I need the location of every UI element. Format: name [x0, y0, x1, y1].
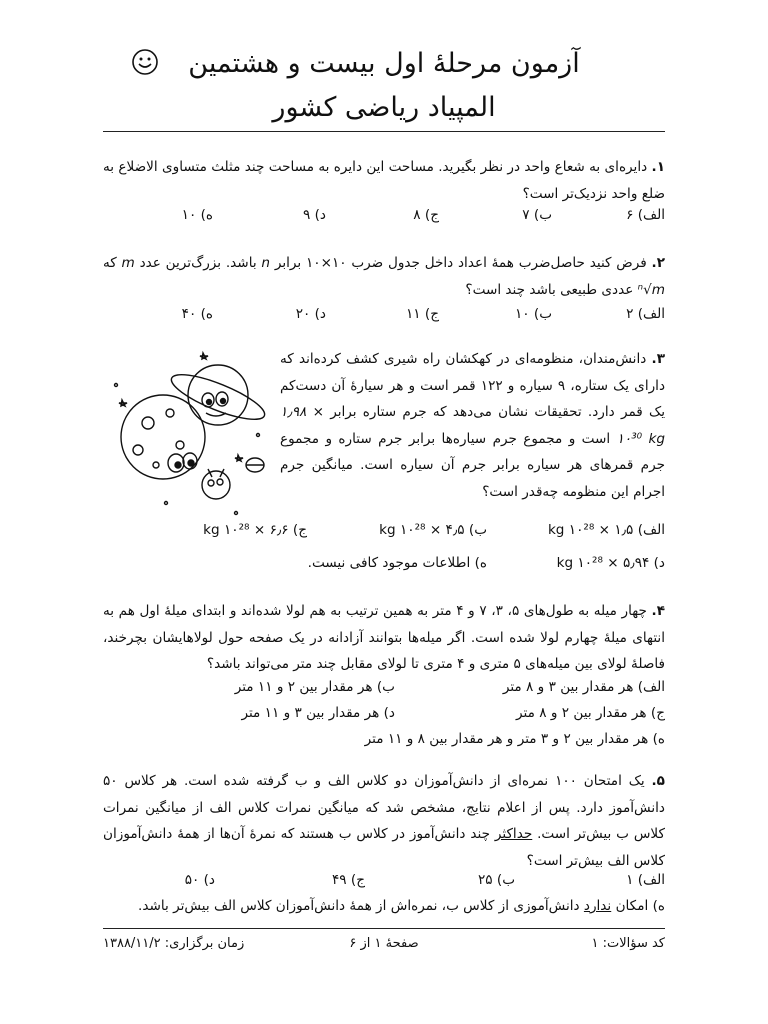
question-text: عددی طبیعی باشد چند است؟: [465, 281, 634, 298]
page-title: آزمون مرحلهٔ اول بیست و هشتمین: [188, 48, 580, 79]
question-text: دایره‌ای به شعاع واحد در نظر بگیرید. مساحت این دایره به مساحت چند مثلث متساوی الاضلاع به ضلع واحد نزدیک‌تر است؟: [103, 159, 665, 202]
question-text: که: [103, 255, 117, 271]
question-2: [103, 250, 665, 303]
question-number: ۲.: [651, 255, 665, 271]
question-text: چهار میله به طول‌های ۵، ۳، ۷ و ۴ متر به همین ترتیب به هم لولا شده‌اند و ابتدای میلهٔ اول هم به انتهای میلهٔ چهارم لولا شده است. اگر میله‌ها بتوانند آزادانه در یک صفحه حول لولاهایشان بچرخند، فاصلهٔ لولای بین میله‌های ۵ متری و ۴ متری تا لولای مقابل چند متر می‌تواند باشد؟: [103, 603, 665, 672]
option-a: الف) هر مقدار بین ۳ و ۸ متر: [502, 679, 665, 695]
underlined-word: ندارد: [583, 898, 612, 914]
footer-date: زمان برگزاری: ۱۳۸۸/۱۱/۲: [103, 936, 245, 951]
question-number: ۵.: [651, 773, 665, 789]
question-text: فرض کنید حاصل‌ضرب همهٔ اعداد داخل جدول ضرب ۱۰×۱۰ برابر: [274, 255, 647, 271]
option-b: ب) ۴٫۵ × ۱۰²⁸ kg: [379, 522, 487, 538]
header-divider: [103, 131, 665, 132]
option-a: الف) ۱: [626, 872, 665, 888]
question-number: ۱.: [651, 159, 666, 175]
question-1-options: [103, 207, 665, 231]
question-number: ۴.: [651, 603, 665, 619]
question-4-options-row2: [103, 705, 665, 729]
question-5-option-e: [138, 898, 665, 914]
page-subtitle: المپیاد ریاضی کشور: [272, 92, 496, 123]
footer-page-number: صفحهٔ ۱ از ۶: [349, 936, 419, 951]
question-1: [103, 154, 665, 207]
radical-expression: ⁿ√m: [637, 281, 665, 298]
question-text: دانش‌مندان، منظومه‌ای در کهکشان راه شیری کشف کرده‌اند که دارای یک ستاره، ۹ سیاره و ۱۲۲ قمر است و هر سیارهٔ آن دست‌کم یک قمر دارد. تحقیقات نشان می‌دهد که جرم ستاره برابر: [280, 351, 665, 420]
option-c: ج) ۸: [413, 207, 439, 223]
question-3-options-row1: [103, 522, 665, 546]
option-d: د) هر مقدار بین ۳ و ۱۱ متر: [241, 705, 395, 721]
question-4: [103, 598, 665, 678]
option-e-suffix: دانش‌آموزی از کلاس ب، نمره‌اش از همهٔ دانش‌آموزان کلاس الف بیش‌تر باشد.: [138, 898, 580, 914]
question-5-options: [103, 872, 665, 896]
option-a: الف) ۲: [626, 306, 665, 322]
footer-code: کد سؤالات: ۱: [591, 936, 665, 951]
question-5: [103, 768, 665, 874]
option-b: ب) ۷: [522, 207, 552, 223]
option-c: ج) ۴۹: [331, 872, 365, 888]
option-a: الف) ۱٫۵ × ۱۰²⁸ kg: [547, 522, 665, 538]
variable-n: n: [261, 255, 271, 271]
option-e: ه) ۴۰: [181, 306, 213, 322]
option-c: ج) هر مقدار بین ۲ و ۸ متر: [516, 705, 665, 721]
option-c: ج) ۱۱: [405, 306, 439, 322]
option-e: ه) هر مقدار بین ۲ و ۳ متر و هر مقدار بین ۸ و ۱۱ متر: [364, 731, 665, 747]
question-number: ۳.: [651, 351, 665, 367]
option-a: الف) ۶: [626, 207, 665, 223]
question-text: است و مجموع جرم سیاره‌ها برابر جرم ستاره و مجموع جرم قمرهای هر سیاره برابر جرم آن سیاره است. میانگین جرم اجرام این منظومه چه‌قدر است؟: [280, 430, 665, 500]
question-text: چند دانش‌آموز در کلاس ب هستند که نمرهٔ آن‌ها از همهٔ دانش‌آموزان کلاس الف بیش‌تر است؟: [103, 826, 665, 869]
question-text: یک امتحان ۱۰۰ نمره‌ای از دانش‌آموزان دو کلاس الف و ب گرفته شده است. هر کلاس ۵۰ دانش‌آموز دارد. پس از اعلام نتایج، مشخص شد که میانگین نمرات کلاس الف از میانگین نمرات کلاس ب بیش‌تر است.: [103, 773, 665, 842]
question-text: باشد. بزرگ‌ترین عدد: [139, 255, 257, 271]
question-4-options-row1: [103, 679, 665, 703]
option-d: د) ۵٫۹۴ × ۱۰²⁸ kg: [556, 555, 665, 571]
question-3: [280, 346, 665, 505]
option-b: ب) ۱۰: [514, 306, 552, 322]
option-b: ب) ۲۵: [477, 872, 515, 888]
star-mass: ۱٫۹۸ × ۱۰³⁰ kg: [280, 404, 666, 447]
planets-illustration: [108, 345, 268, 525]
question-2-options: [103, 306, 665, 330]
option-e-prefix: ه) امکان: [615, 898, 665, 914]
footer-divider: [103, 928, 665, 929]
option-b: ب) هر مقدار بین ۲ و ۱۱ متر: [234, 679, 395, 695]
variable-m: m: [121, 255, 135, 271]
option-e: ه) اطلاعات موجود کافی نیست.: [307, 555, 487, 571]
option-e: ه) ۱۰: [181, 207, 213, 223]
option-c: ج) ۶٫۶ × ۱۰²⁸ kg: [203, 522, 307, 538]
underlined-word: حداکثر: [494, 826, 533, 842]
question-4-options-row3: [103, 731, 665, 755]
question-3-options-row2: [103, 555, 665, 579]
option-d: د) ۲۰: [295, 306, 326, 322]
option-d: د) ۹: [303, 207, 326, 223]
option-d: د) ۵۰: [184, 872, 215, 888]
